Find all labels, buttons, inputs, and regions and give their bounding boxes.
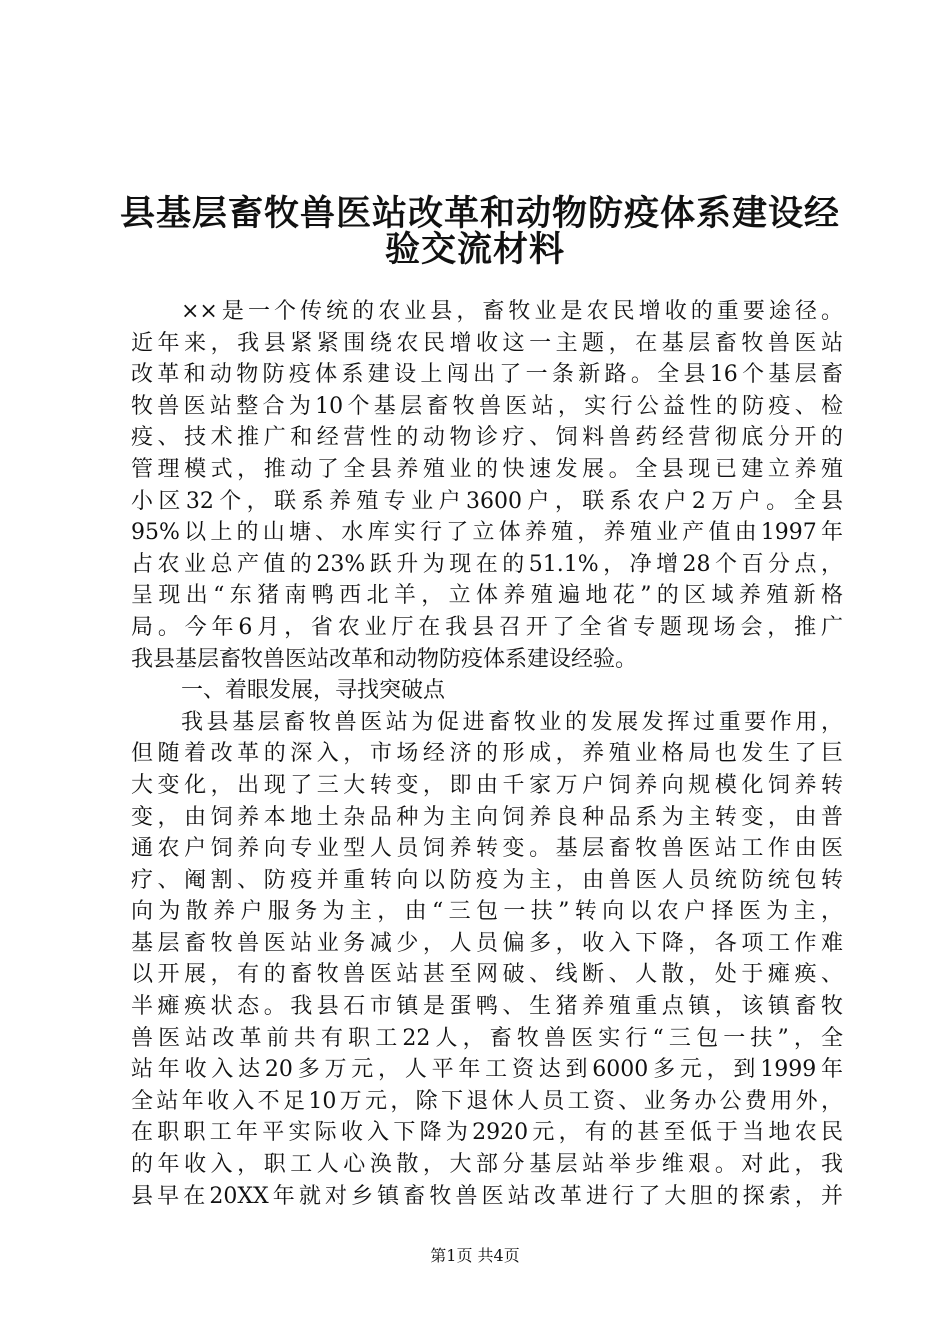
body-line: 在职职工年平实际收入下降为2920元，有的甚至低于当地农民	[131, 1120, 843, 1146]
body-line: 疫、技术推广和经营性的动物诊疗、饲料兽药经营彻底分开的	[131, 425, 843, 451]
document-title-line-2: 验交流材料	[384, 230, 565, 270]
document-body	[131, 296, 843, 1212]
body-line: 全站年收入不足10万元，除下退休人员工资、业务办公费用外，	[131, 1088, 843, 1114]
body-line: 近年来，我县紧紧围绕农民增收这一主题，在基层畜牧兽医站	[131, 330, 843, 356]
body-line: 基层畜牧兽医站业务减少，人员偏多，收入下降，各项工作难	[131, 930, 843, 956]
body-line: 变，由饲养本地土杂品种为主向饲养良种品系为主转变，由普	[131, 804, 843, 830]
document-title-line-1: 县基层畜牧兽医站改革和动物防疫体系建设经	[120, 194, 841, 234]
body-line: 疗、阉割、防疫并重转向以防疫为主，由兽医人员统防统包转	[131, 867, 843, 893]
body-line: 通农户饲养向专业型人员饲养转变。基层畜牧兽医站工作由医	[131, 836, 843, 862]
body-line: 站年收入达20多万元，人平年工资达到6000多元，到1999年	[131, 1057, 843, 1083]
body-line: 的年收入，职工人心涣散，大部分基层站举步维艰。对此，我	[131, 1152, 843, 1178]
body-line: 县早在20XX年就对乡镇畜牧兽医站改革进行了大胆的探索，并	[131, 1183, 843, 1209]
body-line: 向为散养户服务为主，由“三包一扶”转向以农户择医为主，	[131, 899, 843, 925]
body-line: 我县基层畜牧兽医站为促进畜牧业的发展发挥过重要作用，	[181, 709, 843, 735]
body-line: 局。今年6月，省农业厅在我县召开了全省专题现场会，推广	[131, 614, 843, 640]
body-line: 呈现出“东猪南鸭西北羊，立体养殖遍地花”的区域养殖新格	[131, 583, 843, 609]
body-line: 大变化，出现了三大转变，即由千家万户饲养向规模化饲养转	[131, 772, 843, 798]
page-number-footer: 第1页 共4页	[430, 1246, 520, 1265]
body-line: 我县基层畜牧兽医站改革和动物防疫体系建设经验。	[131, 646, 638, 672]
body-line: 兽医站改革前共有职工22人，畜牧兽医实行“三包一扶”，全	[131, 1025, 843, 1051]
body-line: ××是一个传统的农业县，畜牧业是农民增收的重要途径。	[181, 299, 843, 324]
body-line: 管理模式，推动了全县养殖业的快速发展。全县现已建立养殖	[131, 456, 843, 482]
section-heading: 一、着眼发展，寻找突破点	[181, 678, 446, 704]
body-line: 占农业总产值的23%跃升为现在的51.1%，净增28个百分点，	[131, 551, 843, 577]
body-line: 95%以上的山塘、水库实行了立体养殖，养殖业产值由1997年	[131, 520, 843, 546]
body-line: 半瘫痪状态。我县石市镇是蛋鸭、生猪养殖重点镇，该镇畜牧	[131, 994, 843, 1020]
body-line: 但随着改革的深入，市场经济的形成，养殖业格局也发生了巨	[131, 741, 843, 767]
body-line: 以开展，有的畜牧兽医站甚至网破、线断、人散，处于瘫痪、	[131, 962, 843, 988]
body-line: 牧兽医站整合为10个基层畜牧兽医站，实行公益性的防疫、检	[131, 393, 843, 419]
body-line: 小区32个，联系养殖专业户3600户，联系农户2万户。全县	[131, 488, 843, 514]
body-line: 改革和动物防疫体系建设上闯出了一条新路。全县16个基层畜	[131, 362, 843, 388]
